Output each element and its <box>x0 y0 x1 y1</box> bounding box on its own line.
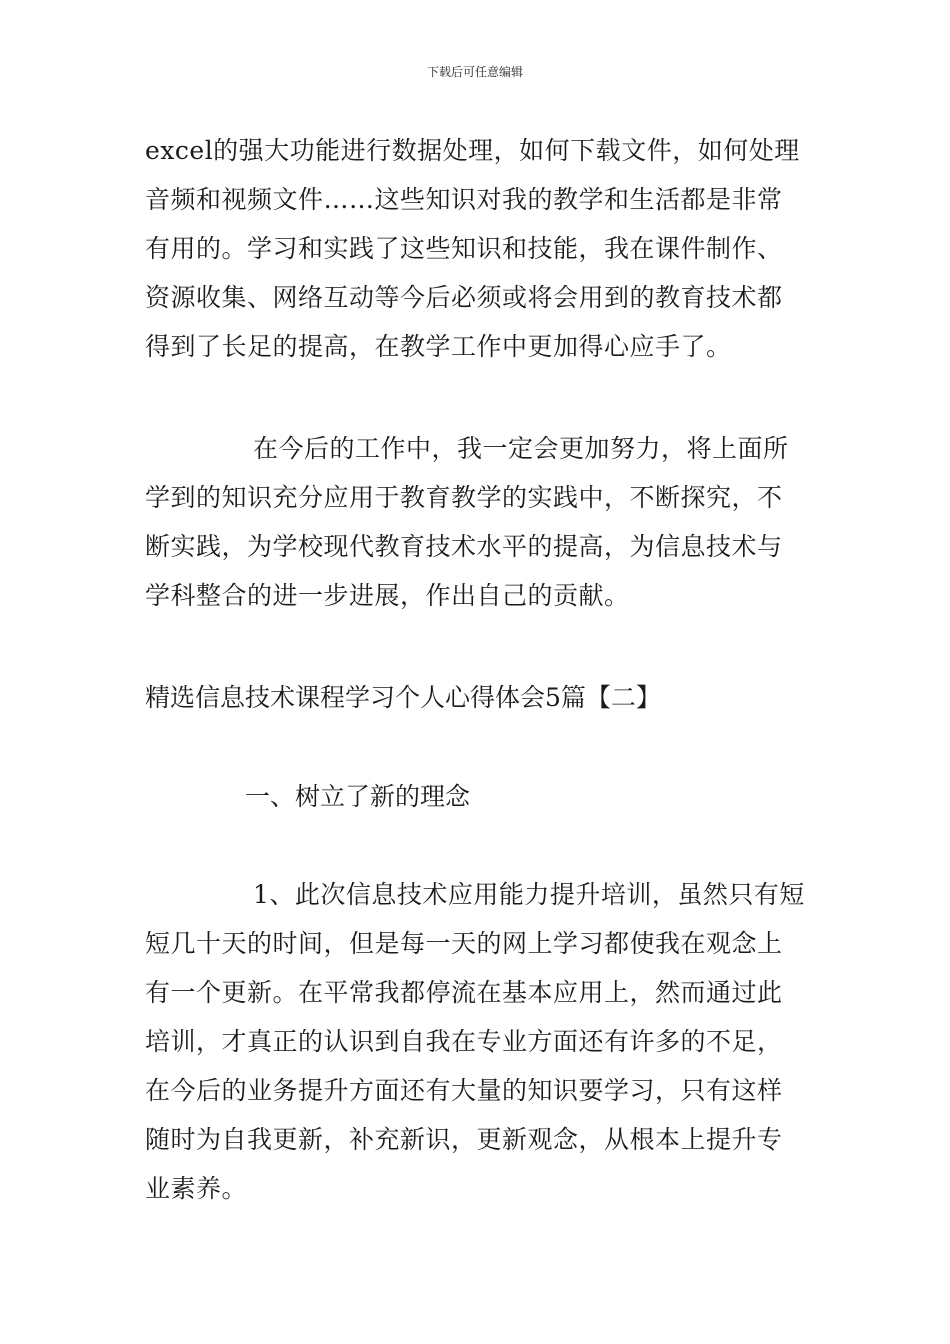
paragraph-line: 培训，才真正的认识到自我在专业方面还有许多的不足， <box>145 1027 783 1056</box>
paragraph-line: 学科整合的进一步进展，作出自己的贡献。 <box>145 581 630 610</box>
paragraph-line: 在今后的工作中，我一定会更加努力，将上面所 <box>253 434 789 463</box>
paragraph-line: 短几十天的时间，但是每一天的网上学习都使我在观念上 <box>145 929 783 958</box>
page-header: 下载后可任意编辑 <box>426 65 523 79</box>
paragraph-2 <box>145 424 810 620</box>
paragraph-1 <box>145 126 810 371</box>
paragraph-line: excel的强大功能进行数据处理，如何下载文件，如何处理 <box>145 136 800 165</box>
paragraph-line: 学到的知识充分应用于教育教学的实践中，不断探究，不 <box>145 483 783 512</box>
paragraph-line: 音频和视频文件……这些知识对我的教学和生活都是非常 <box>145 185 783 214</box>
paragraph-line: 断实践，为学校现代教育技术水平的提高，为信息技术与 <box>145 532 783 561</box>
paragraph-line: 业素养。 <box>145 1174 248 1203</box>
paragraph-line: 得到了长足的提高，在教学工作中更加得心应手了。 <box>145 332 732 361</box>
paragraph-line: 随时为自我更新，补充新识，更新观念，从根本上提升专 <box>145 1125 783 1154</box>
paragraph-line: 有用的。学习和实践了这些知识和技能，我在课件制作、 <box>145 234 783 263</box>
paragraph-line: 在今后的业务提升方面还有大量的知识要学习，只有这样 <box>145 1076 783 1105</box>
subheading: 一、树立了新的理念 <box>245 782 471 811</box>
paragraph-line: 资源收集、网络互动等今后必须或将会用到的教育技术都 <box>145 283 783 312</box>
section-title: 精选信息技术课程学习个人心得体会5篇【二】 <box>145 683 661 712</box>
paragraph-line: 有一个更新。在平常我都停流在基本应用上，然而通过此 <box>145 978 783 1007</box>
paragraph-line: 1、此次信息技术应用能力提升培训，虽然只有短 <box>253 880 805 909</box>
paragraph-3 <box>145 870 810 1213</box>
